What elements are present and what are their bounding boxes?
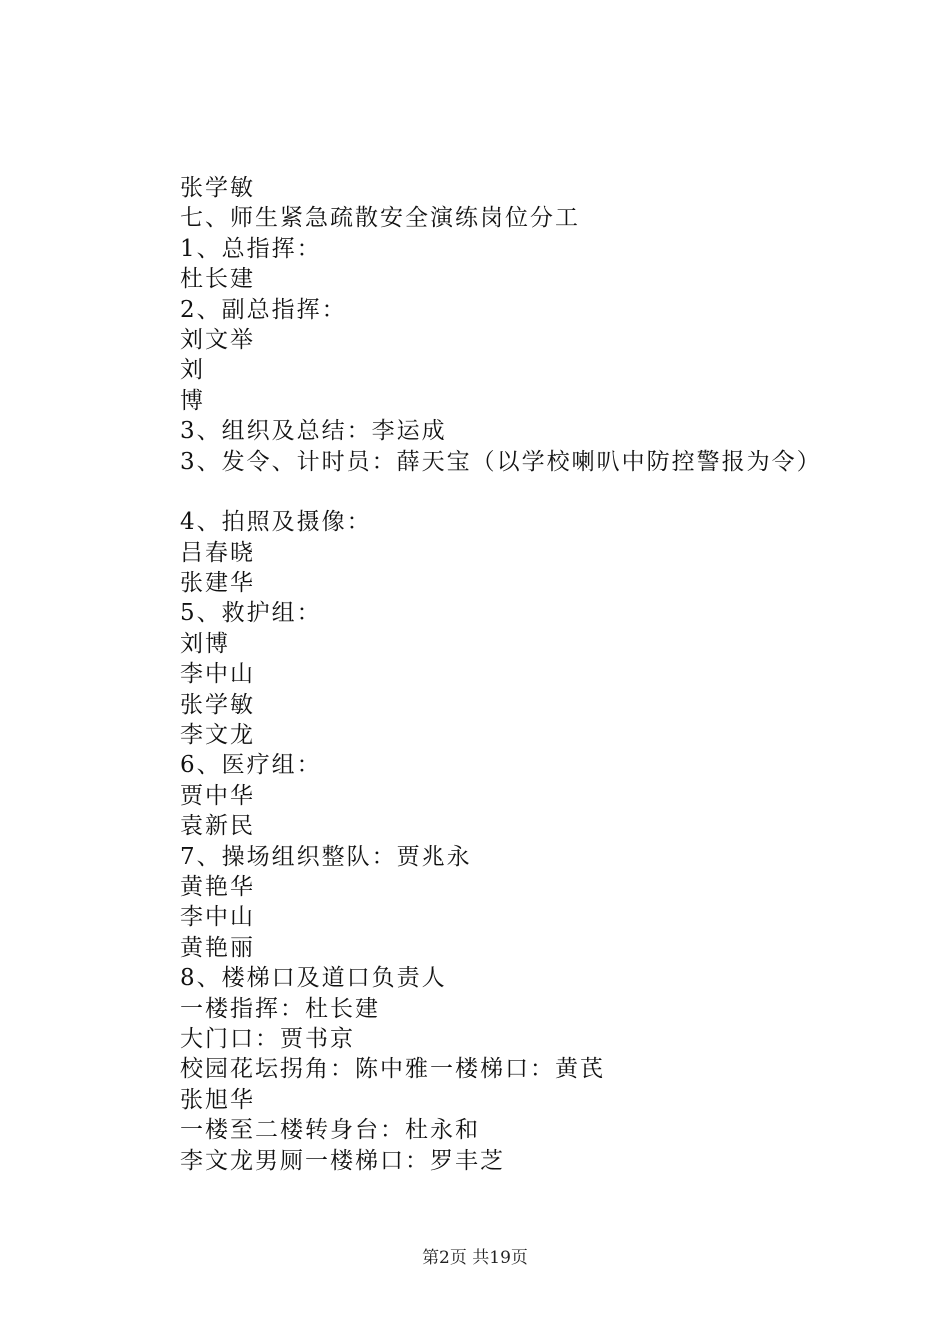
text-line: 7、操场组织整队：贾兆永 xyxy=(180,843,472,870)
text-line: 李文龙男厕一楼梯口：罗丰芝 xyxy=(180,1147,505,1174)
text-line: 一楼至二楼转身台：杜永和 xyxy=(180,1117,480,1144)
text-line: 杜长建 xyxy=(180,266,255,293)
blank-line xyxy=(180,477,880,507)
section-heading: 七、师生紧急疏散安全演练岗位分工 xyxy=(180,205,580,232)
text-line: 袁新民 xyxy=(180,813,255,840)
text-line: 2、副总指挥： xyxy=(180,296,347,323)
text-line: 刘博 xyxy=(180,630,230,657)
text-line: 李文龙 xyxy=(180,722,255,749)
text-line: 大门口：贾书京 xyxy=(180,1025,355,1052)
text-line: 李中山 xyxy=(180,661,255,688)
text-line: 校园花坛拐角：陈中雅一楼梯口：黄芪 xyxy=(180,1056,605,1083)
text-line: 3、组织及总结：李运成 xyxy=(180,418,447,445)
text-line: 一楼指挥：杜长建 xyxy=(180,995,380,1022)
page-footer: 第2页 共19页 xyxy=(422,1248,528,1268)
text-line: 5、救护组： xyxy=(180,600,322,627)
text-line: 1、总指挥： xyxy=(180,235,322,262)
text-line: 刘 xyxy=(180,357,205,384)
text-line: 张建华 xyxy=(180,570,255,597)
text-line: 张学敏 xyxy=(180,175,255,201)
text-line: 黄艳华 xyxy=(180,873,255,900)
text-line: 8、楼梯口及道口负责人 xyxy=(180,965,447,992)
text-line: 张旭华 xyxy=(180,1086,255,1113)
text-line: 3、发令、计时员：薛天宝（以学校喇叭中防控警报为令） xyxy=(180,448,822,475)
text-line: 贾中华 xyxy=(180,782,255,809)
text-line: 李中山 xyxy=(180,904,255,931)
text-line: 黄艳丽 xyxy=(180,934,255,961)
text-line: 吕春晓 xyxy=(180,539,255,566)
text-line: 刘文举 xyxy=(180,326,255,353)
document-body xyxy=(180,173,880,1176)
text-line: 博 xyxy=(180,387,205,414)
text-line: 6、医疗组： xyxy=(180,752,322,779)
text-line: 张学敏 xyxy=(180,691,255,718)
text-line: 4、拍照及摄像： xyxy=(180,509,372,536)
